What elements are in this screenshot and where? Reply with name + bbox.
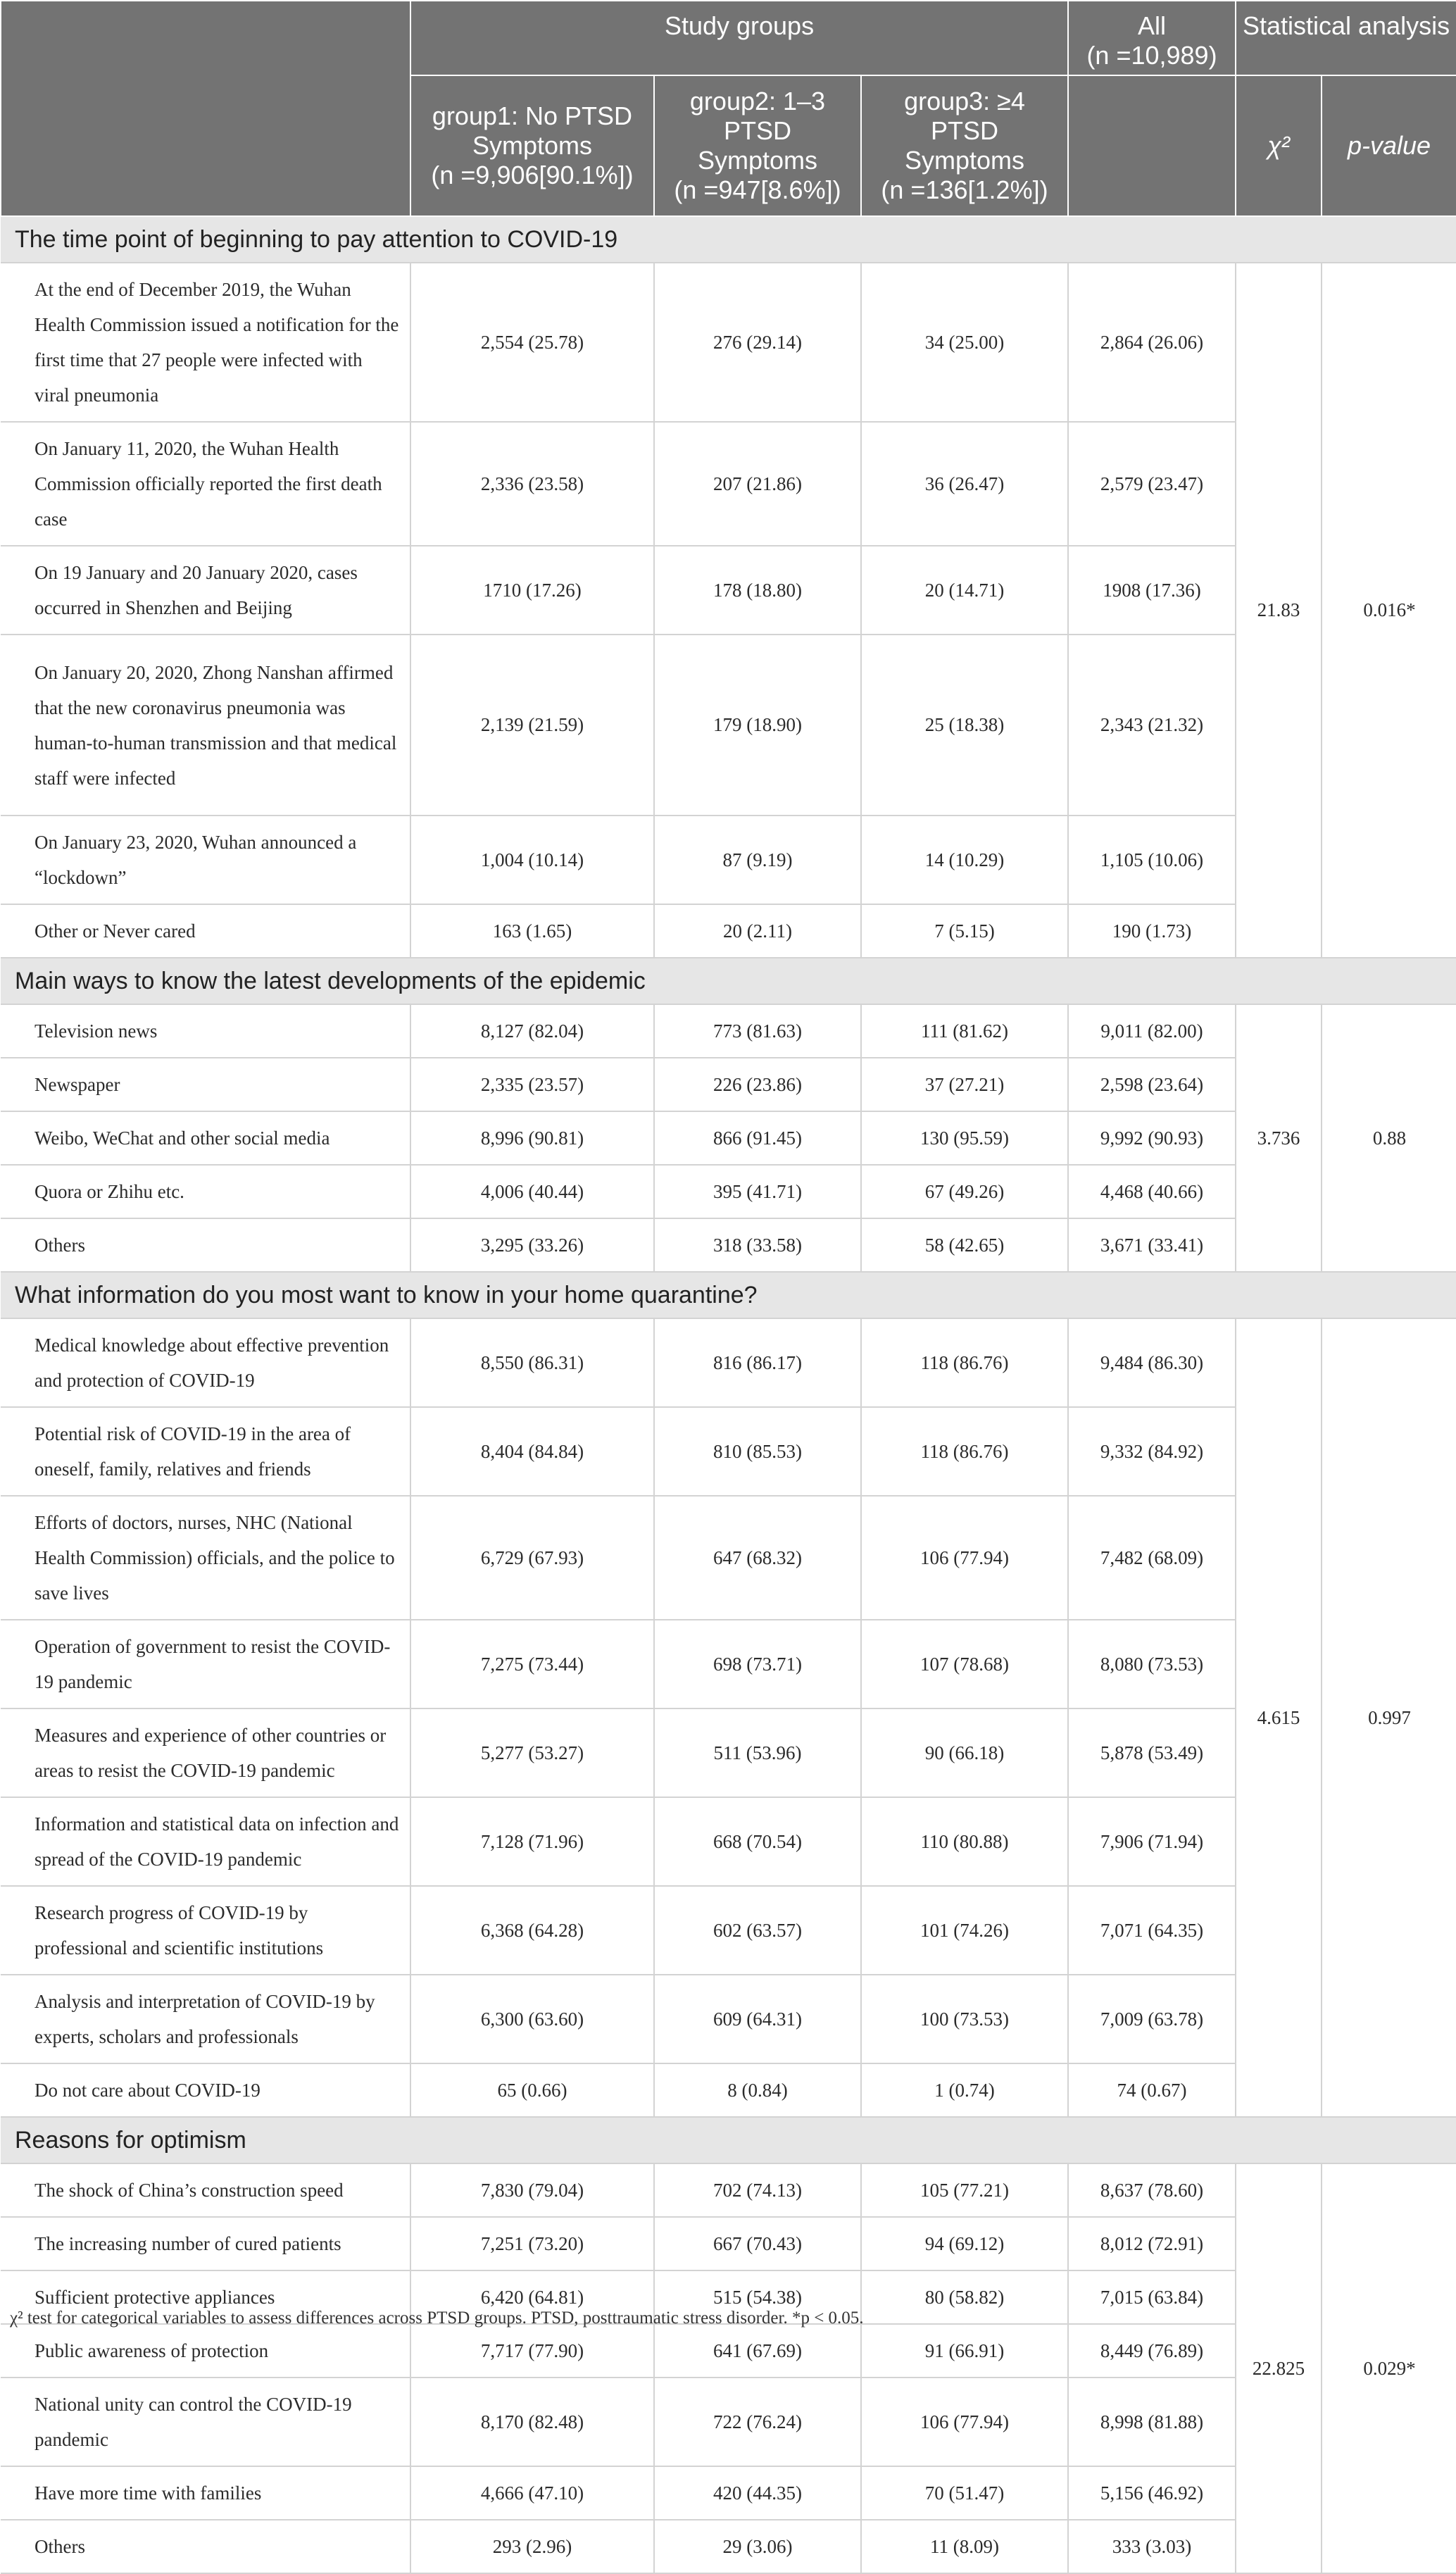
all-value: 4,468 (40.66) (1068, 1165, 1236, 1218)
group2-value: 667 (70.43) (654, 2217, 861, 2270)
group3-value: 90 (66.18) (861, 1708, 1068, 1797)
row-label: Newspaper (1, 1058, 410, 1111)
group2-value: 698 (73.71) (654, 1620, 861, 1708)
row-label: The shock of China’s construction speed (1, 2163, 410, 2217)
group2-value: 511 (53.96) (654, 1708, 861, 1797)
row-label: Potential risk of COVID-19 in the area of oneself, family, relatives and friends (1, 1407, 410, 1496)
group3-value: 20 (14.71) (861, 546, 1068, 635)
row-label: Weibo, WeChat and other social media (1, 1111, 410, 1165)
group2-value: 866 (91.45) (654, 1111, 861, 1165)
group3-header: group3: ≥4 PTSD Symptoms (n =136[1.2%]) (861, 75, 1068, 216)
group1-value: 1710 (17.26) (410, 546, 654, 635)
group2-value: 722 (76.24) (654, 2378, 861, 2466)
section-header (1, 216, 1456, 263)
group1-value: 163 (1.65) (410, 904, 654, 958)
group3-value: 91 (66.91) (861, 2324, 1068, 2378)
all-value: 7,015 (63.84) (1068, 2270, 1236, 2324)
row-label: Others (1, 1218, 410, 1272)
group3-value: 107 (78.68) (861, 1620, 1068, 1708)
all-value: 5,878 (53.49) (1068, 1708, 1236, 1797)
p-value: 0.016* (1322, 263, 1456, 958)
all-value: 8,998 (81.88) (1068, 2378, 1236, 2466)
group1-value: 5,277 (53.27) (410, 1708, 654, 1797)
row-label: At the end of December 2019, the Wuhan Health Commission issued a notification for the first time that 27 people were infected with viral pneumonia (1, 263, 410, 422)
table-row (1, 263, 1456, 422)
group2-value: 318 (33.58) (654, 1218, 861, 1272)
all-value: 8,449 (76.89) (1068, 2324, 1236, 2378)
group2-header: group2: 1–3 PTSD Symptoms (n =947[8.6%]) (654, 75, 861, 216)
header-blank-cell (1, 1, 410, 216)
group1-value: 4,666 (47.10) (410, 2466, 654, 2520)
row-label: Others (1, 2520, 410, 2573)
all-value: 1,105 (10.06) (1068, 816, 1236, 904)
group3-value: 7 (5.15) (861, 904, 1068, 958)
group1-value: 6,729 (67.93) (410, 1496, 654, 1620)
row-label: Analysis and interpretation of COVID-19 by experts, scholars and professionals (1, 1975, 410, 2063)
group2-value: 602 (63.57) (654, 1886, 861, 1975)
all-value: 74 (0.67) (1068, 2063, 1236, 2117)
group2-value: 207 (21.86) (654, 422, 861, 546)
row-label: On January 23, 2020, Wuhan announced a “lockdown” (1, 816, 410, 904)
all-value: 9,332 (84.92) (1068, 1407, 1236, 1496)
all-value: 7,071 (64.35) (1068, 1886, 1236, 1975)
all-value: 2,579 (23.47) (1068, 422, 1236, 546)
all-value: 9,484 (86.30) (1068, 1318, 1236, 1407)
group1-value: 6,300 (63.60) (410, 1975, 654, 2063)
group3-value: 106 (77.94) (861, 1496, 1068, 1620)
group2-value: 226 (23.86) (654, 1058, 861, 1111)
group1-value: 7,251 (73.20) (410, 2217, 654, 2270)
group3-value: 100 (73.53) (861, 1975, 1068, 2063)
all-header: All (n =10,989) (1068, 1, 1236, 75)
section-header (1, 1272, 1456, 1318)
all-value: 333 (3.03) (1068, 2520, 1236, 2573)
group3-value: 36 (26.47) (861, 422, 1068, 546)
all-value: 2,864 (26.06) (1068, 263, 1236, 422)
group3-value: 105 (77.21) (861, 2163, 1068, 2217)
group1-value: 8,550 (86.31) (410, 1318, 654, 1407)
group1-value: 6,420 (64.81) (410, 2270, 654, 2324)
all-value: 3,671 (33.41) (1068, 1218, 1236, 1272)
row-label: On 19 January and 20 January 2020, cases occurred in Shenzhen and Beijing (1, 546, 410, 635)
group1-value: 293 (2.96) (410, 2520, 654, 2573)
table-body (1, 216, 1456, 2573)
group3-value: 70 (51.47) (861, 2466, 1068, 2520)
group3-value: 11 (8.09) (861, 2520, 1068, 2573)
group3-value: 118 (86.76) (861, 1318, 1068, 1407)
group3-value: 34 (25.00) (861, 263, 1068, 422)
table-row (1, 2163, 1456, 2217)
group3-value: 25 (18.38) (861, 635, 1068, 816)
row-label: Quora or Zhihu etc. (1, 1165, 410, 1218)
group2-value: 8 (0.84) (654, 2063, 861, 2117)
group1-value: 2,335 (23.57) (410, 1058, 654, 1111)
all-value: 8,637 (78.60) (1068, 2163, 1236, 2217)
all-header-spacer (1068, 75, 1236, 216)
group3-value: 37 (27.21) (861, 1058, 1068, 1111)
group1-value: 2,554 (25.78) (410, 263, 654, 422)
group1-value: 8,170 (82.48) (410, 2378, 654, 2466)
group2-value: 773 (81.63) (654, 1004, 861, 1058)
section-title: Reasons for optimism (1, 2117, 1456, 2163)
group3-value: 130 (95.59) (861, 1111, 1068, 1165)
all-value: 7,009 (63.78) (1068, 1975, 1236, 2063)
row-label: Television news (1, 1004, 410, 1058)
group1-value: 1,004 (10.14) (410, 816, 654, 904)
group3-value: 106 (77.94) (861, 2378, 1068, 2466)
group3-value: 67 (49.26) (861, 1165, 1068, 1218)
p-value-header: p-value (1322, 75, 1456, 216)
row-label: Do not care about COVID-19 (1, 2063, 410, 2117)
all-value: 190 (1.73) (1068, 904, 1236, 958)
group2-value: 29 (3.06) (654, 2520, 861, 2573)
group1-value: 4,006 (40.44) (410, 1165, 654, 1218)
group2-value: 609 (64.31) (654, 1975, 861, 2063)
row-label: Public awareness of protection (1, 2324, 410, 2378)
row-label: Information and statistical data on infection and spread of the COVID-19 pandemic (1, 1797, 410, 1886)
group2-value: 420 (44.35) (654, 2466, 861, 2520)
group2-value: 178 (18.80) (654, 546, 861, 635)
row-label: On January 20, 2020, Zhong Nanshan affirmed that the new coronavirus pneumonia was human-to-human transmission and that medical staff were infected (1, 635, 410, 816)
all-value: 1908 (17.36) (1068, 546, 1236, 635)
p-value: 0.997 (1322, 1318, 1456, 2117)
section-title: The time point of beginning to pay attention to COVID-19 (1, 216, 1456, 263)
row-label: Other or Never cared (1, 904, 410, 958)
group3-value: 1 (0.74) (861, 2063, 1068, 2117)
section-header (1, 958, 1456, 1004)
row-label: On January 11, 2020, the Wuhan Health Commission officially reported the first death case (1, 422, 410, 546)
all-value: 7,906 (71.94) (1068, 1797, 1236, 1886)
group3-value: 110 (80.88) (861, 1797, 1068, 1886)
chi-square-value: 3.736 (1236, 1004, 1322, 1272)
row-label: The increasing number of cured patients (1, 2217, 410, 2270)
chi-square-value: 21.83 (1236, 263, 1322, 958)
all-value: 8,080 (73.53) (1068, 1620, 1236, 1708)
all-value: 2,343 (21.32) (1068, 635, 1236, 816)
group1-value: 8,996 (90.81) (410, 1111, 654, 1165)
group2-value: 20 (2.11) (654, 904, 861, 958)
group1-value: 7,717 (77.90) (410, 2324, 654, 2378)
group1-value: 2,336 (23.58) (410, 422, 654, 546)
chi-square-header: χ² (1236, 75, 1322, 216)
group3-value: 58 (42.65) (861, 1218, 1068, 1272)
group2-value: 395 (41.71) (654, 1165, 861, 1218)
table-footnote: χ² test for categorical variables to assess differences across PTSD groups. PTSD, posttraumatic stress disorder. *p < 0.05. (10, 2309, 864, 2328)
group2-value: 810 (85.53) (654, 1407, 861, 1496)
group3-value: 101 (74.26) (861, 1886, 1068, 1975)
study-groups-header: Study groups (410, 1, 1068, 75)
all-value: 9,992 (90.93) (1068, 1111, 1236, 1165)
p-value: 0.88 (1322, 1004, 1456, 1272)
group1-value: 65 (0.66) (410, 2063, 654, 2117)
group3-value: 94 (69.12) (861, 2217, 1068, 2270)
group3-value: 111 (81.62) (861, 1004, 1068, 1058)
row-label: Medical knowledge about effective prevention and protection of COVID-19 (1, 1318, 410, 1407)
group1-header: group1: No PTSD Symptoms (n =9,906[90.1%]) (410, 75, 654, 216)
group3-value: 80 (58.82) (861, 2270, 1068, 2324)
section-header (1, 2117, 1456, 2163)
chi-square-value: 22.825 (1236, 2163, 1322, 2573)
group3-value: 118 (86.76) (861, 1407, 1068, 1496)
table-row (1, 1004, 1456, 1058)
group2-value: 179 (18.90) (654, 635, 861, 816)
group1-value: 2,139 (21.59) (410, 635, 654, 816)
all-value: 8,012 (72.91) (1068, 2217, 1236, 2270)
group2-value: 702 (74.13) (654, 2163, 861, 2217)
group2-value: 276 (29.14) (654, 263, 861, 422)
row-label: Sufficient protective appliances (1, 2270, 410, 2324)
all-value: 7,482 (68.09) (1068, 1496, 1236, 1620)
row-label: Have more time with families (1, 2466, 410, 2520)
group1-value: 3,295 (33.26) (410, 1218, 654, 1272)
row-label: Research progress of COVID-19 by professional and scientific institutions (1, 1886, 410, 1975)
chi-square-value: 4.615 (1236, 1318, 1322, 2117)
group2-value: 816 (86.17) (654, 1318, 861, 1407)
row-label: National unity can control the COVID-19 pandemic (1, 2378, 410, 2466)
all-value: 5,156 (46.92) (1068, 2466, 1236, 2520)
table-row (1, 1318, 1456, 1407)
statistical-analysis-header: Statistical analysis (1236, 1, 1456, 75)
group1-value: 6,368 (64.28) (410, 1886, 654, 1975)
group2-value: 515 (54.38) (654, 2270, 861, 2324)
group1-value: 7,128 (71.96) (410, 1797, 654, 1886)
p-value: 0.029* (1322, 2163, 1456, 2573)
section-title: What information do you most want to know in your home quarantine? (1, 1272, 1456, 1318)
section-title: Main ways to know the latest developments of the epidemic (1, 958, 1456, 1004)
group3-value: 14 (10.29) (861, 816, 1068, 904)
group1-value: 7,275 (73.44) (410, 1620, 654, 1708)
group2-value: 668 (70.54) (654, 1797, 861, 1886)
row-label: Efforts of doctors, nurses, NHC (National Health Commission) officials, and the police to save lives (1, 1496, 410, 1620)
group2-value: 647 (68.32) (654, 1496, 861, 1620)
group2-value: 641 (67.69) (654, 2324, 861, 2378)
row-label: Measures and experience of other countries or areas to resist the COVID-19 pandemic (1, 1708, 410, 1797)
group1-value: 7,830 (79.04) (410, 2163, 654, 2217)
group1-value: 8,127 (82.04) (410, 1004, 654, 1058)
group2-value: 87 (9.19) (654, 816, 861, 904)
group1-value: 8,404 (84.84) (410, 1407, 654, 1496)
all-value: 2,598 (23.64) (1068, 1058, 1236, 1111)
row-label: Operation of government to resist the COVID-19 pandemic (1, 1620, 410, 1708)
all-value: 9,011 (82.00) (1068, 1004, 1236, 1058)
